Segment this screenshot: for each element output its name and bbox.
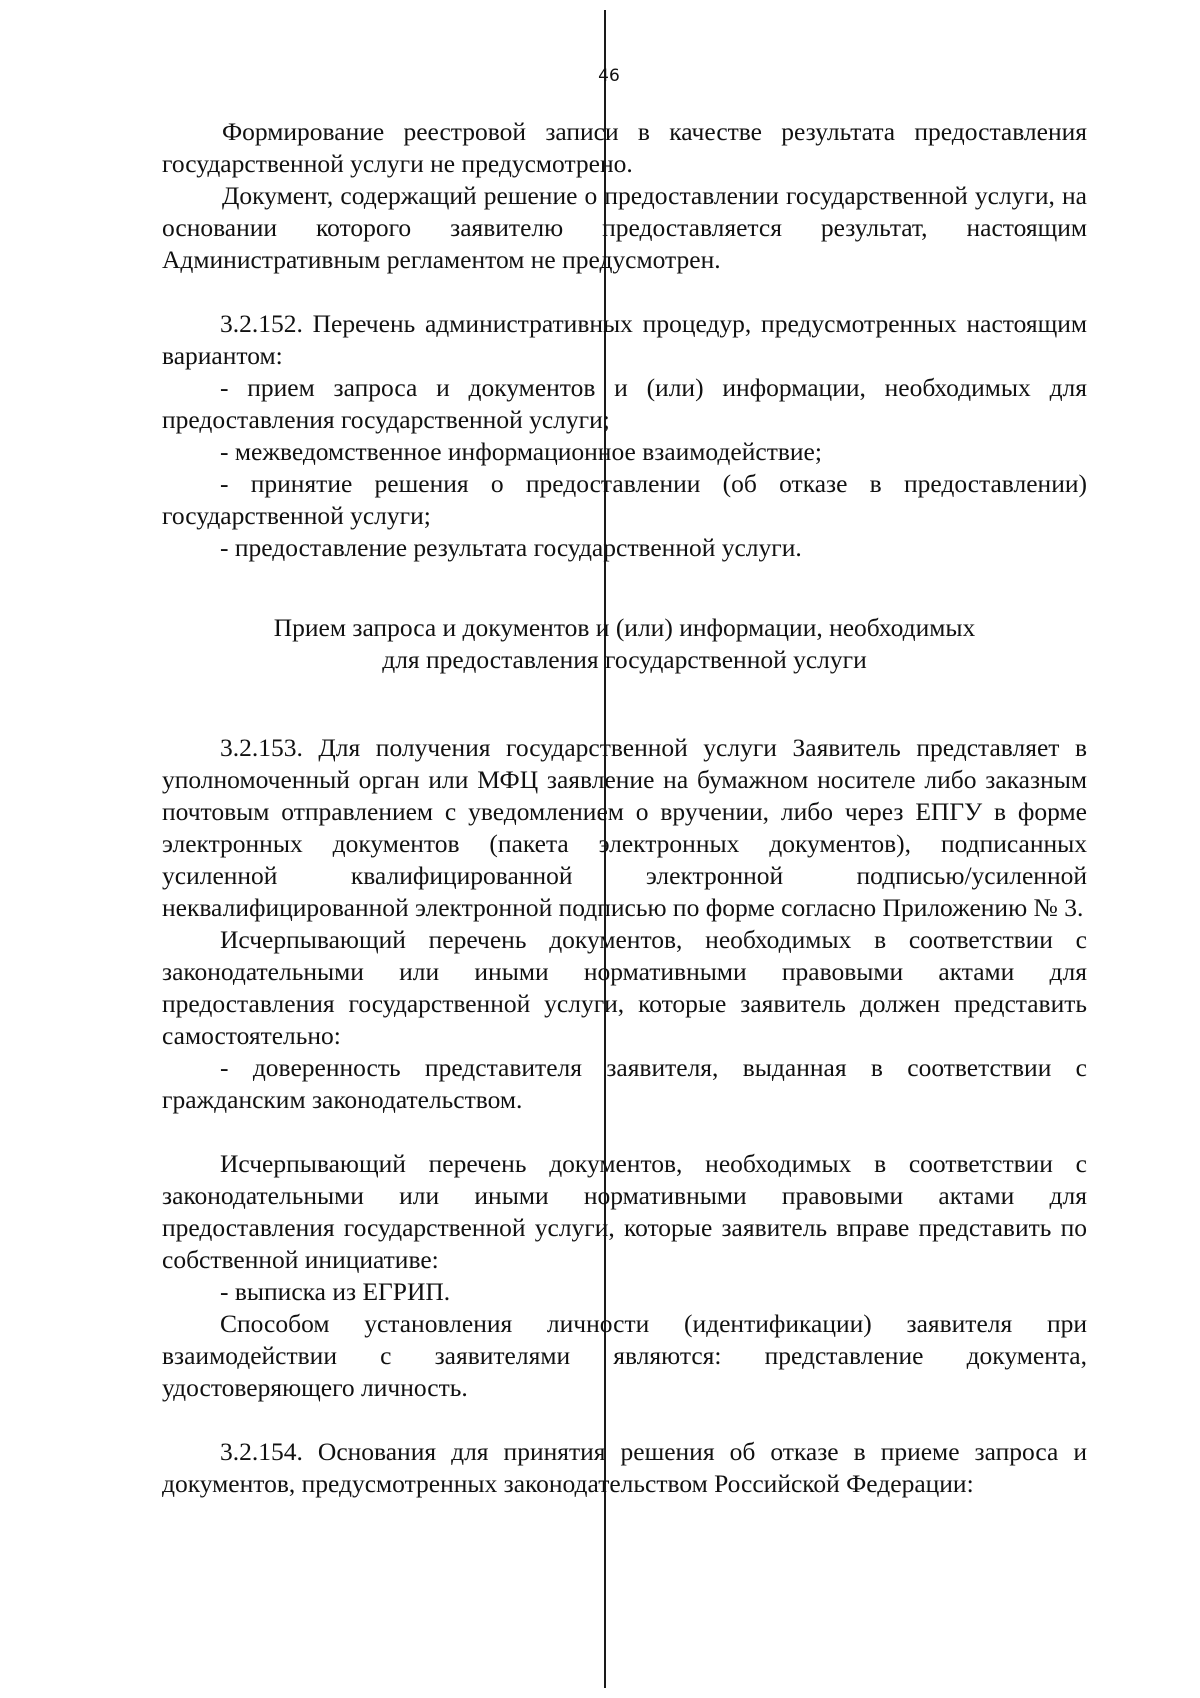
spacer [162, 276, 1087, 308]
section-heading-line-1: Прием запроса и документов и (или) информации, необходимых [273, 613, 976, 642]
list-item: - доверенность представителя заявителя, выданная в соответствии с гражданским законодательством. [162, 1053, 1087, 1114]
paragraph-3-2-152: 3.2.152. Перечень административных процедур, предусмотренных настоящим вариантом: [162, 309, 1087, 370]
paragraph-identification: Способом установления личности (идентификации) заявителя при взаимодействии с заявителями являются: представление документа, удостоверяющего личность. [162, 1309, 1087, 1402]
spacer [162, 1404, 1087, 1436]
page-number: 46 [598, 66, 620, 86]
list-item: - прием запроса и документов и (или) информации, необходимых для предоставления государственной услуги; [162, 373, 1087, 434]
paragraph-3-2-154: 3.2.154. Основания для принятия решения об отказе в приеме запроса и документов, предусмотренных законодательством Российской Федерации: [162, 1437, 1087, 1498]
paragraph-optional-documents: Исчерпывающий перечень документов, необходимых в соответствии с законодательными или иными нормативными правовыми актами для предоставления государственной услуги, которые заявитель вправе представить по собственной инициативе: [162, 1149, 1087, 1274]
paragraph-3-2-153: 3.2.153. Для получения государственной услуги Заявитель представляет в уполномоченный орган или МФЦ заявление на бумажном носителе либо заказным почтовым отправлением с уведомлением о вручении, либо через ЕПГУ в форме электронных документов (пакета электронных документов), подписанных усиленной квалифицированной электронной подписью/усиленной неквалифицированной электронной подписью по форме согласно Приложению № 3. [162, 733, 1087, 922]
spacer [162, 564, 1087, 612]
paragraph-required-documents: Исчерпывающий перечень документов, необходимых в соответствии с законодательными или иными нормативными правовыми актами для предоставления государственной услуги, которые заявитель должен представить самостоятельно: [162, 925, 1087, 1050]
section-heading-line-2: для предоставления государственной услуги [382, 645, 867, 674]
paragraph-registry-record: Формирование реестровой записи в качестве результата предоставления государственной услуги не предусмотрено. [162, 117, 1087, 178]
list-item: - предоставление результата государственной услуги. [220, 533, 802, 562]
list-item: - выписка из ЕГРИП. [220, 1277, 451, 1306]
spacer [162, 676, 1087, 732]
spacer [162, 1116, 1087, 1148]
paragraph-decision-document: Документ, содержащий решение о предоставлении государственной услуги, на основании которого заявителю предоставляется результат, настоящим Административным регламентом не предусмотрен. [162, 181, 1087, 274]
document-body [162, 116, 1087, 1500]
list-item: - принятие решения о предоставлении (об отказе в предоставлении) государственной услуги; [162, 469, 1087, 530]
list-item: - межведомственное информационное взаимодействие; [220, 437, 822, 466]
